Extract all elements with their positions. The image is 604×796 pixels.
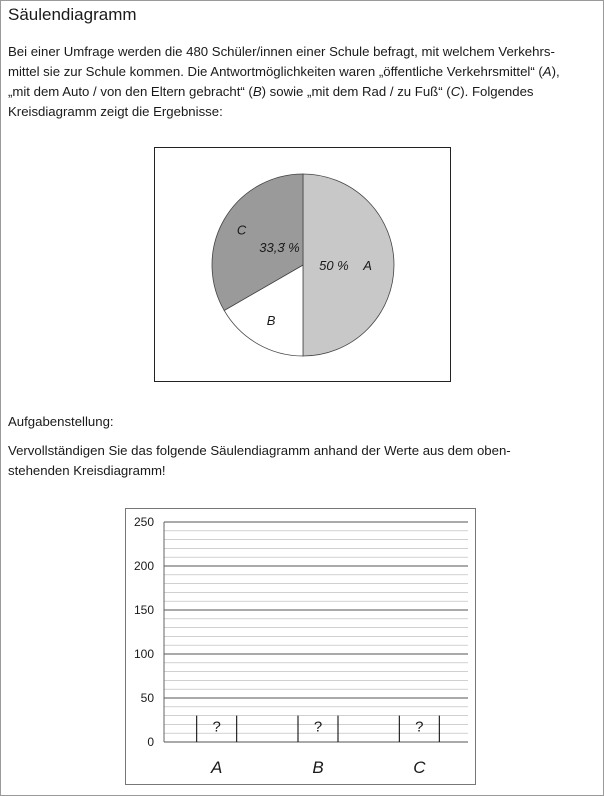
intro-line-2: mittel sie zur Schule kommen. Die Antwortmöglichkeiten waren „öffentliche Verkehrsmittel“ (A), — [8, 64, 560, 79]
pie-value-label-A: 50 % — [319, 258, 349, 273]
x-category-label-C: C — [413, 758, 426, 777]
bar-chart — [126, 509, 475, 784]
y-tick-label: 200 — [133, 559, 154, 573]
pie-value-label-C: 33,3̇ % — [259, 239, 300, 255]
bar-placeholder-mark-C: ? — [415, 718, 424, 736]
intro-line-3: „mit dem Auto / von den Eltern gebracht“ (B) sowie „mit dem Rad / zu Fuß“ (C). Folgendes — [8, 84, 534, 99]
task-line-2: stehenden Kreisdiagramm! — [8, 463, 166, 478]
task-line-1: Vervollständigen Sie das folgende Säulendiagramm anhand der Werte aus dem oben- — [8, 443, 511, 458]
intro-line-4: Kreisdiagramm zeigt die Ergebnisse: — [8, 104, 223, 119]
y-tick-label: 100 — [133, 647, 154, 661]
x-category-label-A: A — [210, 758, 223, 777]
pie-label-B: B — [266, 313, 276, 329]
page-title: Säulendiagramm — [8, 5, 137, 24]
task-paragraph — [8, 441, 568, 481]
bar-placeholder-mark-A: ? — [212, 718, 221, 736]
pie-chart — [155, 148, 450, 381]
pie-chart-box — [154, 147, 451, 382]
intro-paragraph — [8, 42, 596, 122]
y-tick-label: 250 — [133, 515, 154, 529]
y-tick-label: 0 — [147, 735, 154, 749]
pie-label-C: C — [236, 222, 247, 238]
pie-label-A: A — [363, 258, 372, 273]
intro-line-1: Bei einer Umfrage werden die 480 Schüler/innen einer Schule befragt, mit welchem Verkehrs- — [8, 44, 555, 59]
bar-placeholder-mark-B: ? — [313, 718, 323, 736]
y-tick-label: 150 — [133, 603, 154, 617]
bar-chart-box — [125, 508, 476, 785]
task-heading: Aufgabenstellung: — [8, 414, 114, 429]
y-tick-label: 50 — [140, 691, 154, 705]
x-category-label-B: B — [312, 758, 324, 777]
